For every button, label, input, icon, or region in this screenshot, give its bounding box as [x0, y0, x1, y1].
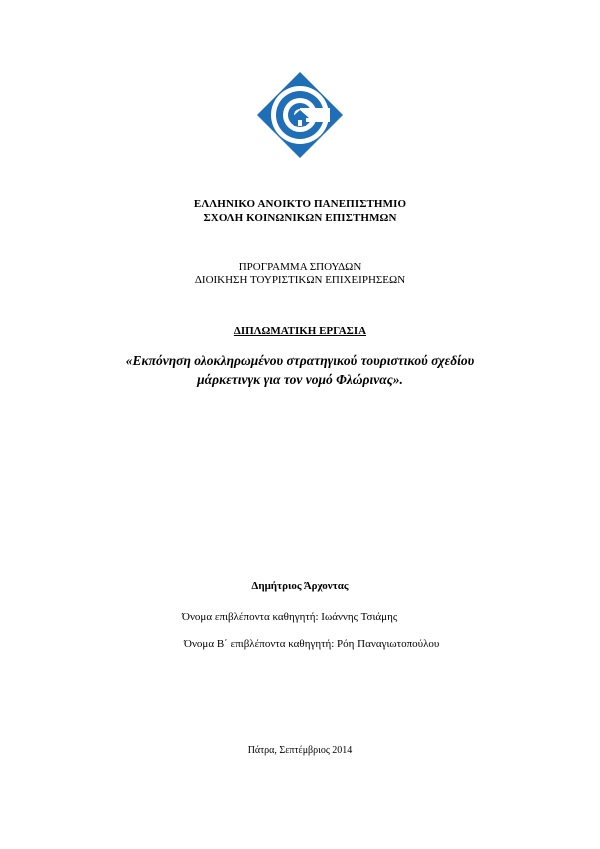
program-name: ΔΙΟΙΚΗΣΗ ΤΟΥΡΙΣΤΙΚΩΝ ΕΠΙΧΕΙΡΗΣΕΩΝ	[194, 274, 406, 286]
university-heading	[0, 197, 600, 225]
second-supervisor-line: Όνομα Β΄ επιβλέποντα καθηγητή: Ρόη Παναγιωτοπούλου	[184, 638, 440, 650]
university-logo-icon	[257, 72, 343, 158]
university-name: ΕΛΛΗΝΙΚΟ ΑΝΟΙΚΤΟ ΠΑΝΕΠΙΣΤΗΜΙΟ	[193, 198, 407, 210]
supervisor-line: Όνομα επιβλέποντα καθηγητή: Ιωάννης Τσιάμης	[182, 611, 398, 623]
thesis-title-line-1: «Εκπόνηση ολοκληρωμένου στρατηγικού τουριστικού σχεδίου	[125, 353, 475, 368]
author-name: Δημήτριος Άρχοντας	[251, 580, 349, 592]
place-date: Πάτρα, Σεπτέμβριος 2014	[247, 745, 353, 756]
thesis-title	[0, 351, 600, 389]
thesis-title-line-2: μάρκετινγκ για τον νομό Φλώρινας».	[197, 372, 403, 387]
school-name: ΣΧΟΛΗ ΚΟΙΝΩΝΙΚΩΝ ΕΠΙΣΤΗΜΩΝ	[203, 212, 397, 224]
program-label: ΠΡΟΓΡΑΜΜΑ ΣΠΟΥΔΩΝ	[238, 261, 362, 273]
program-heading	[0, 261, 600, 287]
thesis-label: ΔΙΠΛΩΜΑΤΙΚΗ ΕΡΓΑΣΙΑ	[233, 325, 367, 337]
